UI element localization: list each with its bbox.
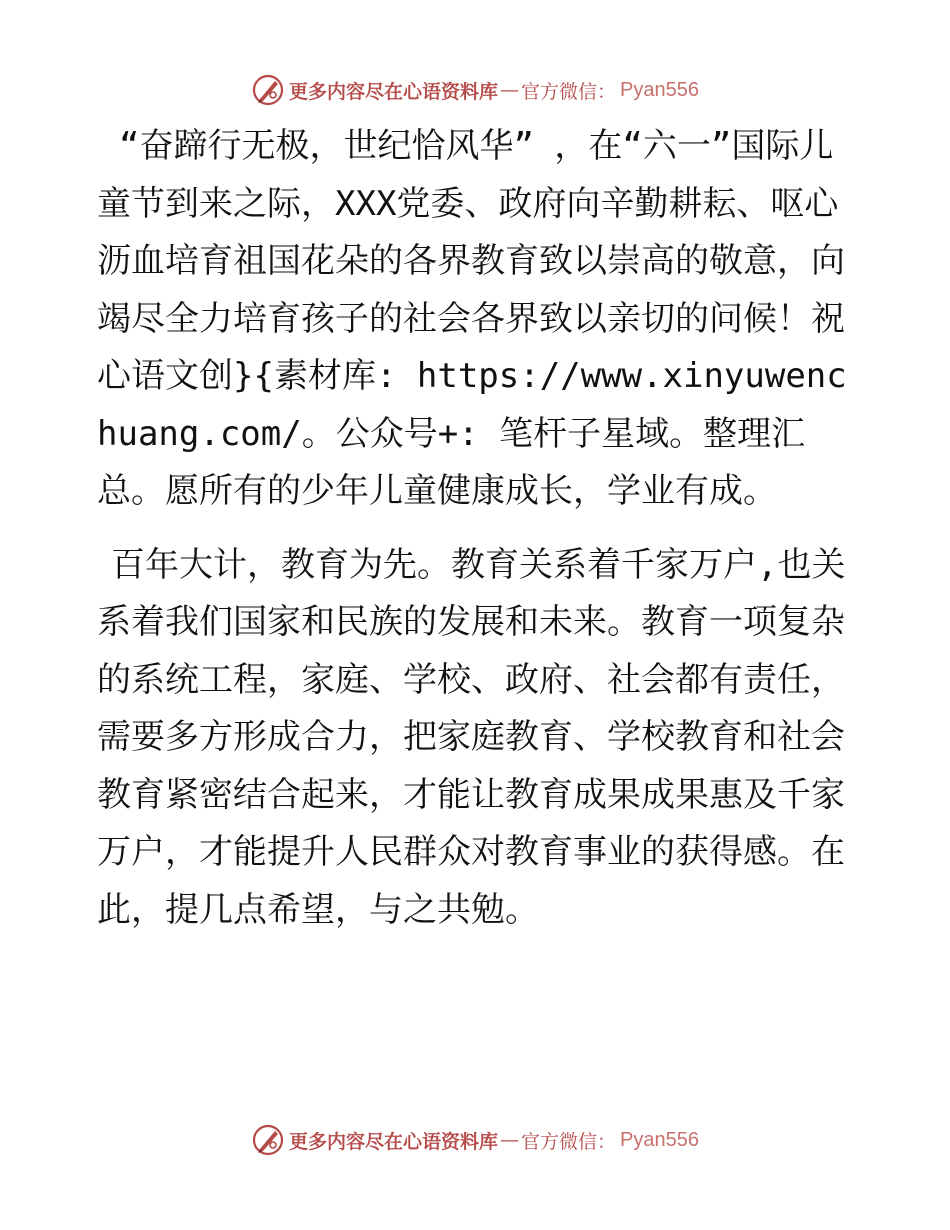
banner-main-text: 更多内容尽在心语资料库 <box>289 1130 499 1153</box>
footer-banner[interactable] <box>0 1120 950 1160</box>
banner-separator: — <box>500 1129 520 1151</box>
banner-wechat-label: 官方微信： <box>521 80 617 103</box>
banner-separator: — <box>500 79 520 101</box>
banner-wechat-label: 官方微信： <box>521 1130 617 1153</box>
banner-main-text: 更多内容尽在心语资料库 <box>289 80 499 103</box>
header-banner[interactable] <box>0 70 950 110</box>
paragraph-1: “奋蹄行无极，世纪恰风华” ，在“六一”国际儿童节到来之际，XXX党委、政府向辛勤耕耘、呕心沥血培育祖国花朵的各界教育致以崇高的敬意，向竭尽全力培育孩子的社会各界致以亲切的问候！祝心语文创}{素材库: https://www.xinyuwenchuang.com/。公众号+: 笔杆子星域。整理汇总。愿所有的少年儿童健康成长，学业有成。 <box>97 126 847 511</box>
banner-wechat-id: Pyan556 <box>620 78 699 101</box>
quill-pen-logo-icon <box>251 73 285 107</box>
banner-wechat-id: Pyan556 <box>620 1128 699 1151</box>
quill-pen-logo-icon <box>251 1123 285 1157</box>
document-body <box>97 118 849 939</box>
paragraph-2: 百年大计，教育为先。教育关系着千家万户,也关系着我们国家和民族的发展和未来。教育一项复杂的系统工程，家庭、学校、政府、社会都有责任，需要多方形成合力，把家庭教育、学校教育和社会教育紧密结合起来，才能让教育成果成果惠及千家万户，才能提升人民群众对教育事业的获得感。在此，提几点希望，与之共勉。 <box>97 544 846 930</box>
